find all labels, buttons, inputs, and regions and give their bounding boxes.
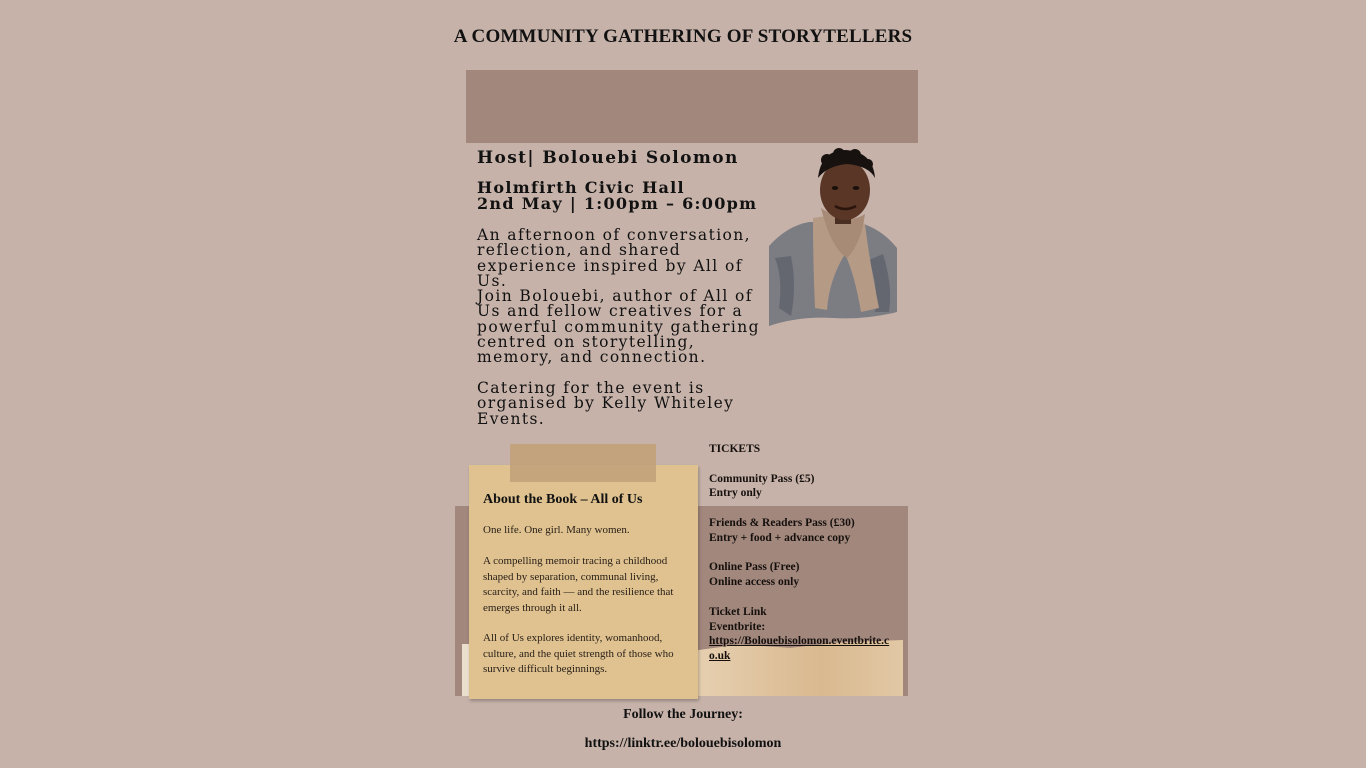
ticket-pass-detail: Entry + food + advance copy bbox=[709, 531, 851, 544]
join-text: Join Bolouebi, author of All of Us and fellow creatives for a powerful community gathering centred on storytelling, memory, and connection. bbox=[477, 287, 760, 367]
event-title: A COMMUNITY GATHERING OF STORYTELLERS bbox=[453, 26, 913, 47]
venue-block bbox=[477, 180, 757, 211]
tickets-heading: TICKETS bbox=[709, 443, 761, 455]
about-book-card bbox=[469, 465, 698, 699]
venue-name: Holmfirth Civic Hall bbox=[477, 178, 685, 197]
ticket-pass-detail: Online access only bbox=[709, 576, 800, 589]
host-name: Host| Bolouebi Solomon bbox=[477, 148, 739, 168]
ticket-link-platform: Eventbrite: bbox=[709, 620, 766, 633]
tickets-section bbox=[709, 442, 894, 664]
ticket-pass-detail: Entry only bbox=[709, 487, 762, 500]
header-band bbox=[466, 70, 918, 143]
book-tagline: One life. One girl. Many women. bbox=[483, 524, 630, 536]
book-themes: All of Us explores identity, womanhood, culture, and the quiet strength of those who survive difficult beginnings. bbox=[483, 632, 674, 675]
follow-heading: Follow the Journey: bbox=[623, 707, 743, 722]
catering-text: Catering for the event is organised by Kelly Whiteley Events. bbox=[477, 379, 735, 428]
intro-text: An afternoon of conversation, reflection, and shared experience inspired by All of Us. bbox=[477, 226, 752, 290]
ticket-pass-name: Online Pass (Free) bbox=[709, 561, 800, 574]
ticket-pass-name: Friends & Readers Pass (£30) bbox=[709, 516, 855, 529]
tape-strip bbox=[510, 444, 656, 482]
book-description: A compelling memoir tracing a childhood shaped by separation, communal living, scarcity, and faith — and the resilience that emerges through it all. bbox=[483, 555, 674, 614]
ticket-link-heading: Ticket Link bbox=[709, 605, 767, 618]
book-title: About the Book – All of Us bbox=[483, 492, 643, 507]
ticket-pass-name: Community Pass (£5) bbox=[709, 472, 815, 485]
ticket-link[interactable]: https://Bolouebisolomon.eventbrite.co.uk bbox=[709, 635, 890, 663]
linktree-link[interactable]: https://linktr.ee/bolouebisolomon bbox=[584, 736, 782, 751]
host-photo bbox=[769, 148, 897, 326]
event-date-time: 2nd May | 1:00pm – 6:00pm bbox=[477, 193, 758, 213]
